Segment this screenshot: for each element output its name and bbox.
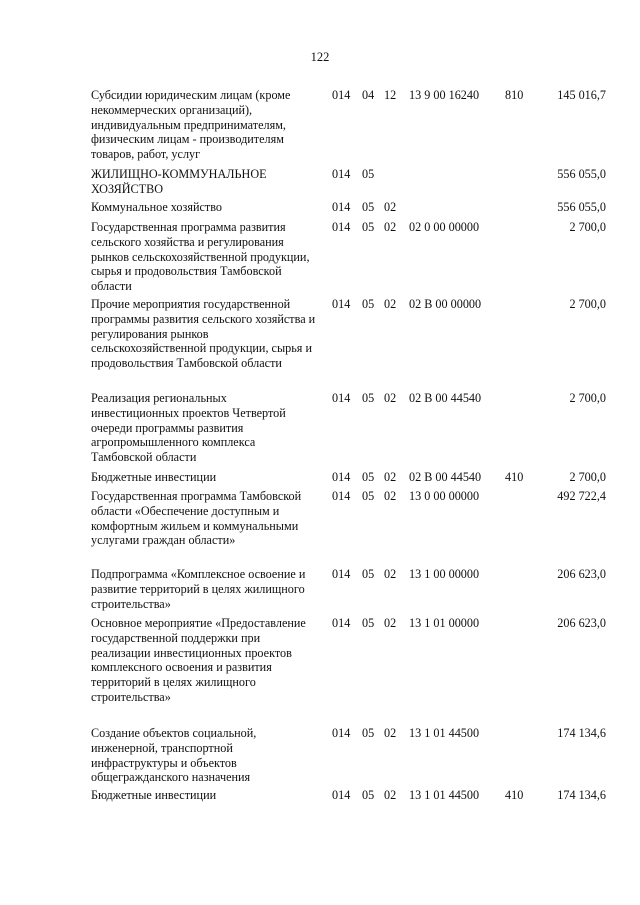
ministry-code: 014 <box>332 391 351 405</box>
row-description: Подпрограмма «Комплексное освоение и развитие территорий в целях жилищного строительства» <box>91 567 306 611</box>
row-amount: 2 700,0 <box>569 220 606 234</box>
row-amount: 145 016,7 <box>557 88 606 102</box>
subsection-code: 02 <box>384 726 397 740</box>
target-article-code: 02 0 00 00000 <box>409 220 480 234</box>
ministry-code: 014 <box>332 788 351 802</box>
section-code: 05 <box>362 567 375 581</box>
row-description: Государственная программа Тамбовской области «Обеспечение доступным и комфортным жильем и коммунальными услугами граждан области» <box>91 489 302 548</box>
target-article-code: 02 В 00 44540 <box>409 470 482 484</box>
row-amount: 556 055,0 <box>557 167 606 181</box>
ministry-code: 014 <box>332 88 351 102</box>
section-code: 05 <box>362 616 375 630</box>
section-code: 05 <box>362 489 375 503</box>
ministry-code: 014 <box>332 726 351 740</box>
row-amount: 206 623,0 <box>557 567 606 581</box>
target-article-code: 02 В 00 44540 <box>409 391 482 405</box>
row-amount: 2 700,0 <box>569 391 606 405</box>
ministry-code: 014 <box>332 470 351 484</box>
row-description: Государственная программа развития сельского хозяйства и регулирования рынков сельскохозяйственной продукции, сырья и продовольствия Тамбовской области <box>91 220 310 294</box>
row-description: Субсидии юридическим лицам (кроме некоммерческих организаций), индивидуальным предпринимателям, физическим лицам - производителям товаров, работ, услуг <box>91 88 291 162</box>
subsection-code: 12 <box>384 88 397 102</box>
row-amount: 206 623,0 <box>557 616 606 630</box>
ministry-code: 014 <box>332 297 351 311</box>
row-amount: 2 700,0 <box>569 470 606 484</box>
subsection-code: 02 <box>384 788 397 802</box>
row-description: Реализация региональных инвестиционных проектов Четвертой очереди программы развития агропромышленного комплекса Тамбовской области <box>91 391 286 465</box>
section-code: 05 <box>362 200 375 214</box>
subsection-code: 02 <box>384 297 397 311</box>
section-code: 05 <box>362 391 375 405</box>
expense-type-code: 810 <box>505 88 524 102</box>
subsection-code: 02 <box>384 567 397 581</box>
subsection-code: 02 <box>384 391 397 405</box>
target-article-code: 13 1 01 44500 <box>409 788 480 802</box>
section-code: 05 <box>362 470 375 484</box>
row-description: Коммунальное хозяйство <box>91 200 222 214</box>
subsection-code: 02 <box>384 616 397 630</box>
ministry-code: 014 <box>332 167 351 181</box>
subsection-code: 02 <box>384 200 397 214</box>
section-code: 05 <box>362 726 375 740</box>
expense-type-code: 410 <box>505 470 524 484</box>
row-amount: 492 722,4 <box>557 489 606 503</box>
section-code: 05 <box>362 220 375 234</box>
subsection-code: 02 <box>384 470 397 484</box>
page-number: 122 <box>310 50 330 64</box>
row-amount: 174 134,6 <box>557 788 606 802</box>
target-article-code: 13 1 01 00000 <box>409 616 480 630</box>
target-article-code: 02 В 00 00000 <box>409 297 482 311</box>
row-description: Основное мероприятие «Предоставление государственной поддержки при реализации инвестиционных проектов комплексного освоения и развития территорий в целях жилищного строительства» <box>91 616 306 704</box>
row-description: ЖИЛИЩНО-КОММУНАЛЬНОЕ ХОЗЯЙСТВО <box>91 167 267 196</box>
ministry-code: 014 <box>332 616 351 630</box>
expense-type-code: 410 <box>505 788 524 802</box>
section-code: 05 <box>362 297 375 311</box>
row-amount: 174 134,6 <box>557 726 606 740</box>
ministry-code: 014 <box>332 567 351 581</box>
target-article-code: 13 0 00 00000 <box>409 489 480 503</box>
section-code: 04 <box>362 88 375 102</box>
subsection-code: 02 <box>384 489 397 503</box>
target-article-code: 13 1 01 44500 <box>409 726 480 740</box>
row-amount: 556 055,0 <box>557 200 606 214</box>
section-code: 05 <box>362 167 375 181</box>
target-article-code: 13 1 00 00000 <box>409 567 480 581</box>
row-description: Создание объектов социальной, инженерной, транспортной инфраструктуры и объектов общегражданского назначения <box>91 726 257 785</box>
row-description: Бюджетные инвестиции <box>91 788 217 802</box>
subsection-code: 02 <box>384 220 397 234</box>
section-code: 05 <box>362 788 375 802</box>
target-article-code: 13 9 00 16240 <box>409 88 480 102</box>
row-description: Прочие мероприятия государственной программы развития сельского хозяйства и регулирования рынков сельскохозяйственной продукции, сырья и продовольствия Тамбовской области <box>91 297 316 371</box>
ministry-code: 014 <box>332 200 351 214</box>
ministry-code: 014 <box>332 489 351 503</box>
row-description: Бюджетные инвестиции <box>91 470 217 484</box>
ministry-code: 014 <box>332 220 351 234</box>
row-amount: 2 700,0 <box>569 297 606 311</box>
